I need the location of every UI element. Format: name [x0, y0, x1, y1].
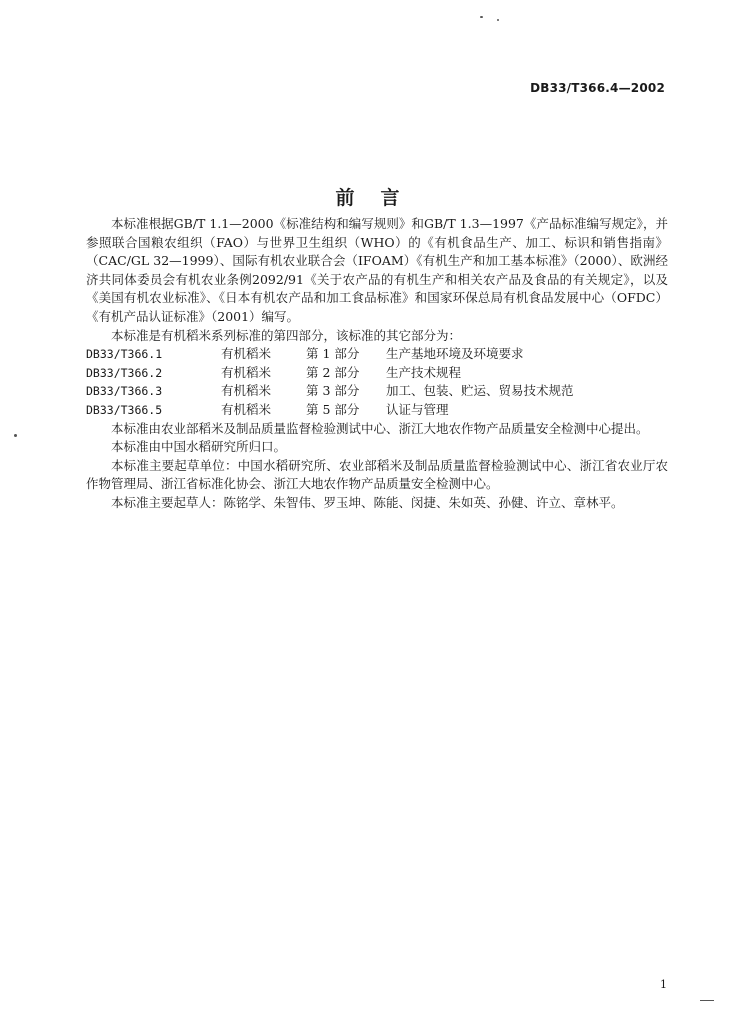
scan-speck — [497, 19, 499, 21]
list-item — [86, 382, 668, 401]
part-title: 生产技术规程 — [386, 364, 462, 380]
paragraph-basis: 本标准根据GB/T 1.1—2000《标准结构和编写规则》和GB/T 1.3—1997《产品标准编写规定》，并参照联合国粮农组织（FAO）与世界卫生组织（WHO）的《有机食品生产、加工、标识和销售指南》（CAC/GL 32—1999）、国际有机农业联合会（IFOAM）《有机生产和加工基本标准》（2000）、欧洲经济共同体委员会有机农业条例2092/91《关于农产品的有机生产和相关农产品及食品的有关规定》，以及《美国有机农业标准》、《日本有机农产品和加工食品标准》和国家环保总局有机食品发展中心（OFDC）《有机产品认证标准》（2001）编写。 — [86, 216, 668, 324]
part-number: 第 5 部分 — [306, 401, 360, 417]
paragraph-drafting-units: 本标准主要起草单位：中国水稻研究所、农业部稻米及制品质量监督检验测试中心、浙江省农业厅农作物管理局、浙江省标准化协会、浙江大地农作物产品质量安全检测中心。 — [86, 457, 668, 492]
list-item — [86, 345, 668, 364]
part-code: DB33/T366.3 — [86, 384, 163, 399]
part-number: 第 2 部分 — [306, 364, 360, 380]
part-name: 有机稻米 — [221, 346, 272, 362]
part-code: DB33/T366.5 — [86, 402, 163, 417]
part-name: 有机稻米 — [221, 364, 272, 380]
part-number: 第 1 部分 — [306, 346, 360, 362]
part-name: 有机稻米 — [221, 401, 272, 417]
document-code: DB33/T366.4—2002 — [530, 81, 665, 95]
paragraph-series: 本标准是有机稻米系列标准的第四部分，该标准的其它部分为： — [111, 327, 462, 343]
part-code: DB33/T366.2 — [86, 365, 163, 380]
paragraph-proposer: 本标准由农业部稻米及制品质量监督检验测试中心、浙江大地农作物产品质量安全检测中心提出。 — [111, 420, 649, 436]
parts-list — [86, 345, 668, 419]
page-number: 1 — [660, 978, 667, 991]
part-title: 认证与管理 — [386, 401, 449, 417]
list-item — [86, 401, 668, 420]
paragraph-administrator: 本标准由中国水稻研究所归口。 — [111, 439, 287, 455]
part-number: 第 3 部分 — [306, 383, 360, 399]
list-item — [86, 364, 668, 383]
scan-speck — [14, 434, 17, 437]
part-title: 生产基地环境及环境要求 — [386, 346, 524, 362]
scan-speck — [480, 16, 483, 18]
paragraph-drafters: 本标准主要起草人：陈铭学、朱智伟、罗玉坤、陈能、闵捷、朱如英、孙健、许立、章林平。 — [111, 494, 624, 510]
section-title: 前言 — [335, 187, 426, 209]
foreword-body — [86, 215, 668, 513]
part-code: DB33/T366.1 — [86, 347, 163, 362]
part-title: 加工、包装、贮运、贸易技术规范 — [386, 383, 574, 399]
part-name: 有机稻米 — [221, 383, 272, 399]
scan-speck — [700, 1000, 714, 1001]
